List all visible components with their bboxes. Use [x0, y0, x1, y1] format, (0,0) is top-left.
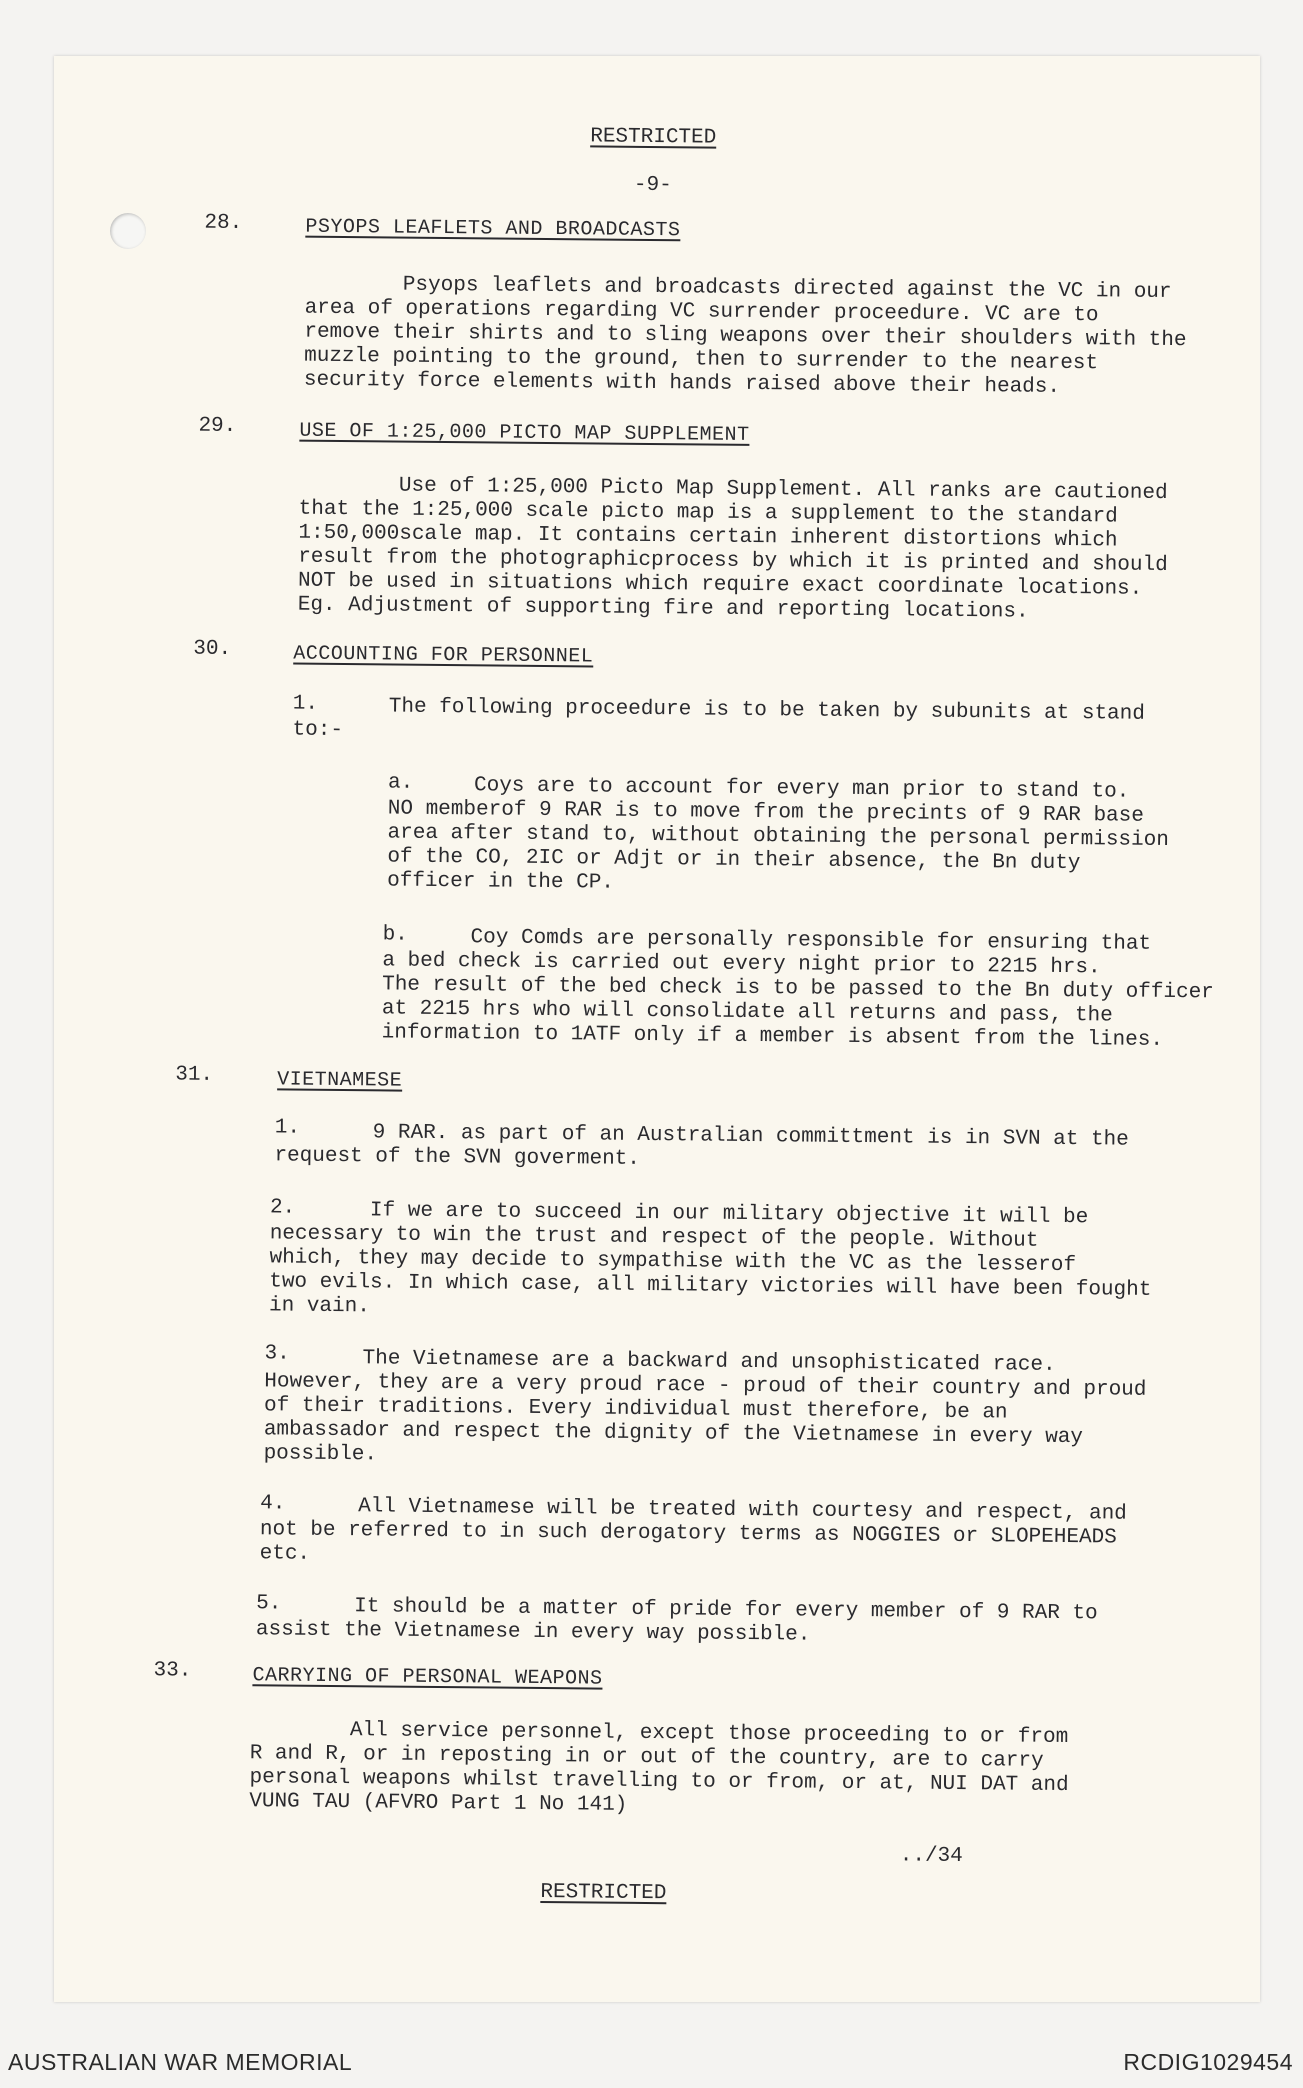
archive-reference: RCDIG1029454	[1123, 2049, 1293, 2075]
paragraph-label: 3.	[264, 1342, 290, 1366]
section-paragraph: It should be a matter of pride for every member of 9 RAR to assist the Vietnamese in every way possible.	[255, 1595, 1098, 1647]
section-paragraph: Psyops leaflets and broadcasts directed against the VC in our area of operations regarding VC surrender proceedure. VC are to remove their shirts and to sling weapons over their shoulders with the muzzle pointing to the ground, then to surrender to the nearest security force elements with hands raised above their heads.	[303, 273, 1187, 399]
section-paragraph: 9 RAR. as part of an Australian committment is in SVN at the request of the SVN goverment.	[274, 1121, 1129, 1171]
section-paragraph: If we are to succeed in our military objective it will be necessary to win the trust and respect of the people. Without which, they may decide to sympathise with the VC as the lesserof two evils. In which case, all military victories will have been fought in vain.	[268, 1199, 1152, 1319]
paragraph-label: b.	[382, 923, 408, 947]
paragraph-label: 4.	[260, 1492, 286, 1516]
section-paragraph: Use of 1:25,000 Picto Map Supplement. All ranks are cautioned that the 1:25,000 scale picto map is a supplement to the standard 1:50,000scale map. It contains certain inherent distortions which result from the photographicprocess by which it is printed and should NOT be used in situations which require exact coordinate locations. Eg. Adjustment of supporting fire and reporting locations.	[297, 474, 1168, 624]
page-number: -9-	[633, 173, 672, 198]
paragraph-label: 5.	[256, 1592, 282, 1616]
section-paragraph: All Vietnamese will be treated with courtesy and respect, and not be referred to in such derogatory terms as NOGGIES or SLOPEHEADS etc.	[259, 1495, 1127, 1566]
section-paragraph: The Vietnamese are a backward and unsophisticated race. However, they are a very proud race - proud of their country and proud of their traditions. Every individual must therefore, be an ambassador and respect the dignity of the Vietnamese in every way possible.	[263, 1347, 1147, 1467]
section-paragraph: Coys are to account for every man prior to stand to. NO memberof 9 RAR is to move from the precints of 9 RAR base area after stand to, without obtaining the personal permission of the CO, 2IC or Adjt or in their absence, the Bn duty officer in the CP.	[387, 774, 1169, 895]
section-number: 33.	[153, 1659, 192, 1683]
continuation-marker: ../34	[899, 1844, 963, 1869]
section-title: ACCOUNTING FOR PERSONNEL	[293, 642, 594, 669]
classification-header: RESTRICTED	[590, 125, 717, 150]
section-paragraph: All service personnel, except those proceeding to or from R and R, or in reposting in or out of the country, are to carry personal weapons whilst travelling to or from, or at, NUI DAT and VUNG TAU (AFVRO Part 1 No 141)	[249, 1719, 1069, 1817]
classification-footer: RESTRICTED	[540, 1880, 667, 1906]
paragraph-label: a.	[387, 771, 414, 795]
section-number: 31.	[175, 1063, 214, 1087]
section-paragraph: The following proceedure is to be taken by subunits at stand to:-	[292, 695, 1146, 743]
section-paragraph: Coy Comds are personally responsible for ensuring that a bed check is carried out every night prior to 2215 hrs. The result of the bed check is to be passed to the Bn duty officer at 2215 hrs who will consolidate all returns and pass, the information to 1ATF only if a member is absent from the lines.	[381, 926, 1214, 1052]
section-number: 30.	[193, 637, 232, 661]
paragraph-label: 1.	[292, 692, 319, 716]
archive-institution: AUSTRALIAN WAR MEMORIAL	[8, 2049, 353, 2075]
paragraph-label: 1.	[274, 1116, 301, 1140]
section-title: PSYOPS LEAFLETS AND BROADCASTS	[305, 215, 681, 243]
section-number: 29.	[198, 414, 237, 439]
paragraph-label: 2.	[269, 1196, 296, 1220]
section-title: USE OF 1:25,000 PICTO MAP SUPPLEMENT	[299, 419, 750, 447]
section-title: VIETNAMESE	[277, 1068, 403, 1093]
section-number: 28.	[204, 211, 243, 236]
section-title: CARRYING OF PERSONAL WEAPONS	[252, 1664, 603, 1691]
